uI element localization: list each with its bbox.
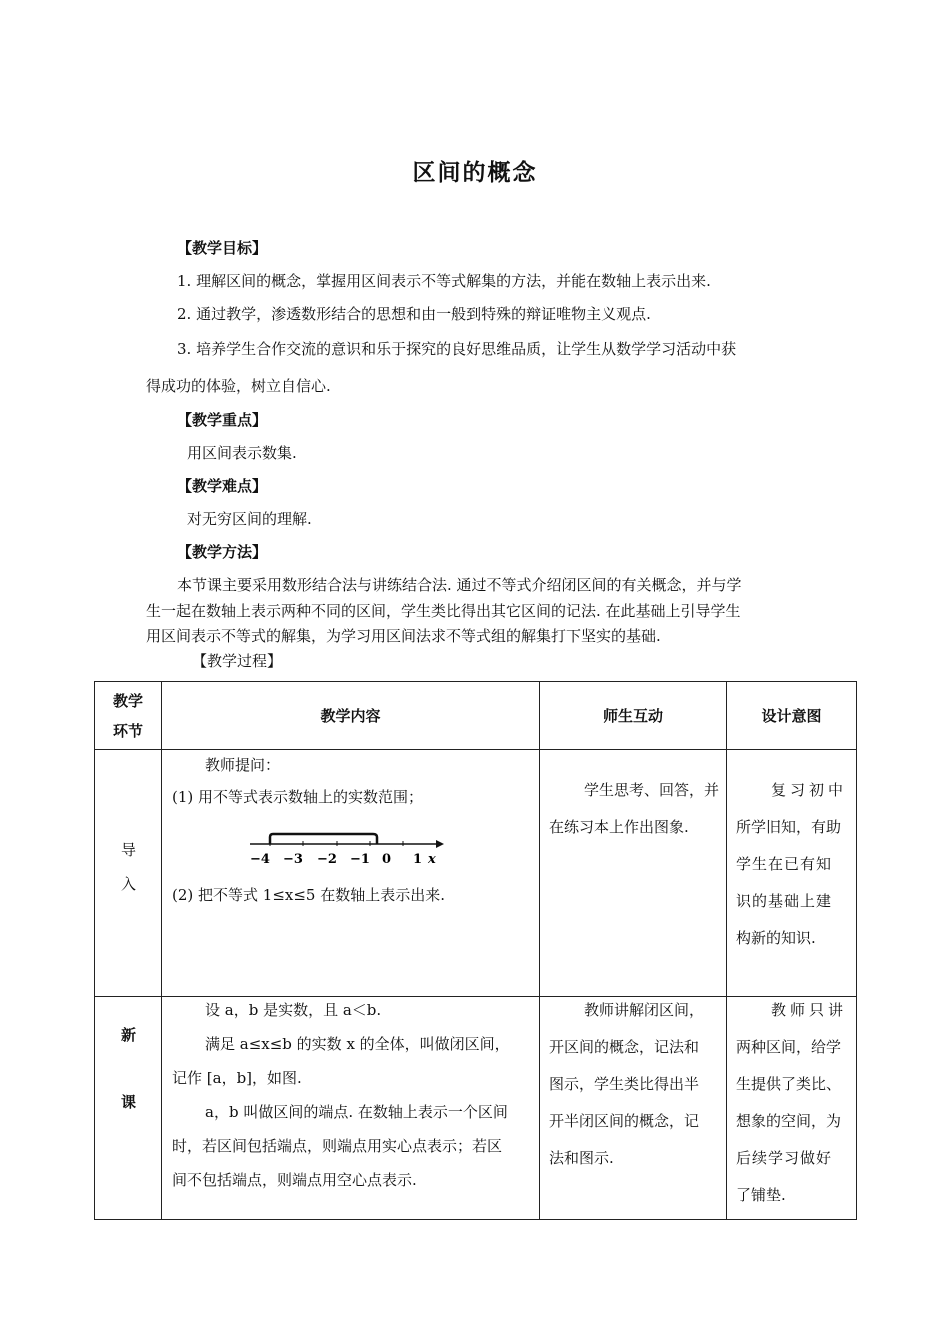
header-stage-line1: 教学 bbox=[112, 691, 143, 710]
difficulty-header: 【教学难点】 bbox=[177, 477, 268, 495]
interaction-line: 法和图示. bbox=[549, 1149, 614, 1167]
interaction-cell bbox=[540, 997, 727, 1220]
difficulty-text: 对无穷区间的理解. bbox=[187, 510, 312, 528]
intent-line: 复习初中 bbox=[771, 781, 848, 799]
key-point-text: 用区间表示数集. bbox=[187, 444, 297, 462]
stage-label-line1: 导 bbox=[120, 841, 136, 859]
table-row bbox=[95, 997, 857, 1220]
content-line: 时，若区间包括端点，则端点用实心点表示；若区 bbox=[172, 1137, 503, 1155]
tick-label: 0 bbox=[382, 852, 392, 867]
number-line-arrow bbox=[436, 840, 444, 848]
intent-line: 生提供了类比、 bbox=[736, 1075, 842, 1093]
intent-line: 了铺垫. bbox=[736, 1186, 786, 1204]
content-line: 设 a，b 是实数，且 a＜b. bbox=[205, 1001, 382, 1019]
objective-item: 1. 理解区间的概念，掌握用区间表示不等式解集的方法，并能在数轴上表示出来. bbox=[177, 272, 711, 290]
method-line: 本节课主要采用数形结合法与讲练结合法. 通过不等式介绍闭区间的有关概念，并与学 bbox=[177, 576, 742, 594]
stage-label-line2: 课 bbox=[120, 1093, 136, 1111]
intent-line: 想象的空间，为 bbox=[736, 1112, 842, 1130]
objective-item: 3. 培养学生合作交流的意识和乐于探究的良好思维品质，让学生从数学学习活动中获 bbox=[177, 340, 737, 358]
tick-label: −2 bbox=[317, 852, 337, 867]
tick-label: −3 bbox=[283, 852, 303, 867]
content-line: (2) 把不等式 1≤x≤5 在数轴上表示出来. bbox=[172, 886, 446, 904]
interval-bracket bbox=[270, 834, 377, 844]
intent-line: 所学旧知，有助 bbox=[736, 818, 842, 836]
interaction-line: 学生思考、回答，并 bbox=[584, 781, 720, 799]
intent-line: 学生在已有知 bbox=[736, 855, 833, 873]
method-line: 生一起在数轴上表示两种不同的区间，学生类比得出其它区间的记法. 在此基础上引导学生 bbox=[146, 602, 741, 620]
content-line: 记作 [a，b]，如图. bbox=[172, 1069, 302, 1087]
stage-label-line1: 新 bbox=[120, 1026, 136, 1044]
interaction-cell bbox=[540, 750, 727, 997]
process-header: 【教学过程】 bbox=[192, 652, 283, 670]
interaction-line: 图示，学生类比得出半 bbox=[549, 1075, 700, 1093]
header-stage bbox=[95, 682, 162, 750]
axis-label: x bbox=[428, 852, 436, 867]
table-header-row bbox=[95, 682, 857, 750]
interaction-line: 教师讲解闭区间， bbox=[584, 1001, 705, 1019]
header-intent: 设计意图 bbox=[727, 682, 857, 750]
objective-item-continuation: 得成功的体验，树立自信心. bbox=[146, 377, 331, 395]
content-cell bbox=[162, 997, 540, 1220]
objective-item: 2. 通过教学，渗透数形结合的思想和由一般到特殊的辩证唯物主义观点. bbox=[177, 305, 651, 323]
intent-line: 两种区间，给学 bbox=[736, 1038, 842, 1056]
intent-line: 构新的知识. bbox=[736, 929, 816, 947]
intent-cell bbox=[727, 997, 857, 1220]
interaction-line: 开半闭区间的概念，记 bbox=[549, 1112, 700, 1130]
method-line: 用区间表示不等式的解集，为学习用区间法求不等式组的解集打下坚实的基础. bbox=[146, 627, 661, 645]
intent-line: 教师只讲 bbox=[771, 1001, 848, 1019]
stage-label-line2: 入 bbox=[120, 875, 136, 893]
header-content: 教学内容 bbox=[162, 682, 540, 750]
intent-line: 识的基础上建 bbox=[736, 892, 833, 910]
objectives-header: 【教学目标】 bbox=[177, 239, 268, 257]
header-interaction: 师生互动 bbox=[540, 682, 727, 750]
content-cell bbox=[162, 750, 540, 997]
tick-label: 1 bbox=[413, 852, 423, 867]
content-line: 间不包括端点，则端点用空心点表示. bbox=[172, 1171, 417, 1189]
stage-cell bbox=[95, 997, 162, 1220]
tick-label: −4 bbox=[250, 852, 270, 867]
method-header: 【教学方法】 bbox=[177, 543, 268, 561]
interaction-line: 在练习本上作出图象. bbox=[549, 818, 689, 836]
intent-line: 后续学习做好 bbox=[736, 1149, 833, 1167]
content-line: (1) 用不等式表示数轴上的实数范围； bbox=[172, 788, 424, 806]
number-line-figure bbox=[250, 830, 450, 870]
intent-cell bbox=[727, 750, 857, 997]
stage-cell bbox=[95, 750, 162, 997]
table-row bbox=[95, 750, 857, 997]
tick-label: −1 bbox=[350, 852, 370, 867]
interaction-line: 开区间的概念，记法和 bbox=[549, 1038, 700, 1056]
content-line: 教师提问： bbox=[205, 756, 281, 774]
process-table bbox=[94, 681, 857, 1220]
content-line: 满足 a≤x≤b 的实数 x 的全体，叫做闭区间， bbox=[205, 1035, 510, 1053]
header-stage-line2: 环节 bbox=[112, 721, 143, 740]
content-line: a，b 叫做区间的端点. 在数轴上表示一个区间 bbox=[205, 1103, 508, 1121]
key-point-header: 【教学重点】 bbox=[177, 411, 268, 429]
page-title: 区间的概念 bbox=[412, 160, 538, 186]
